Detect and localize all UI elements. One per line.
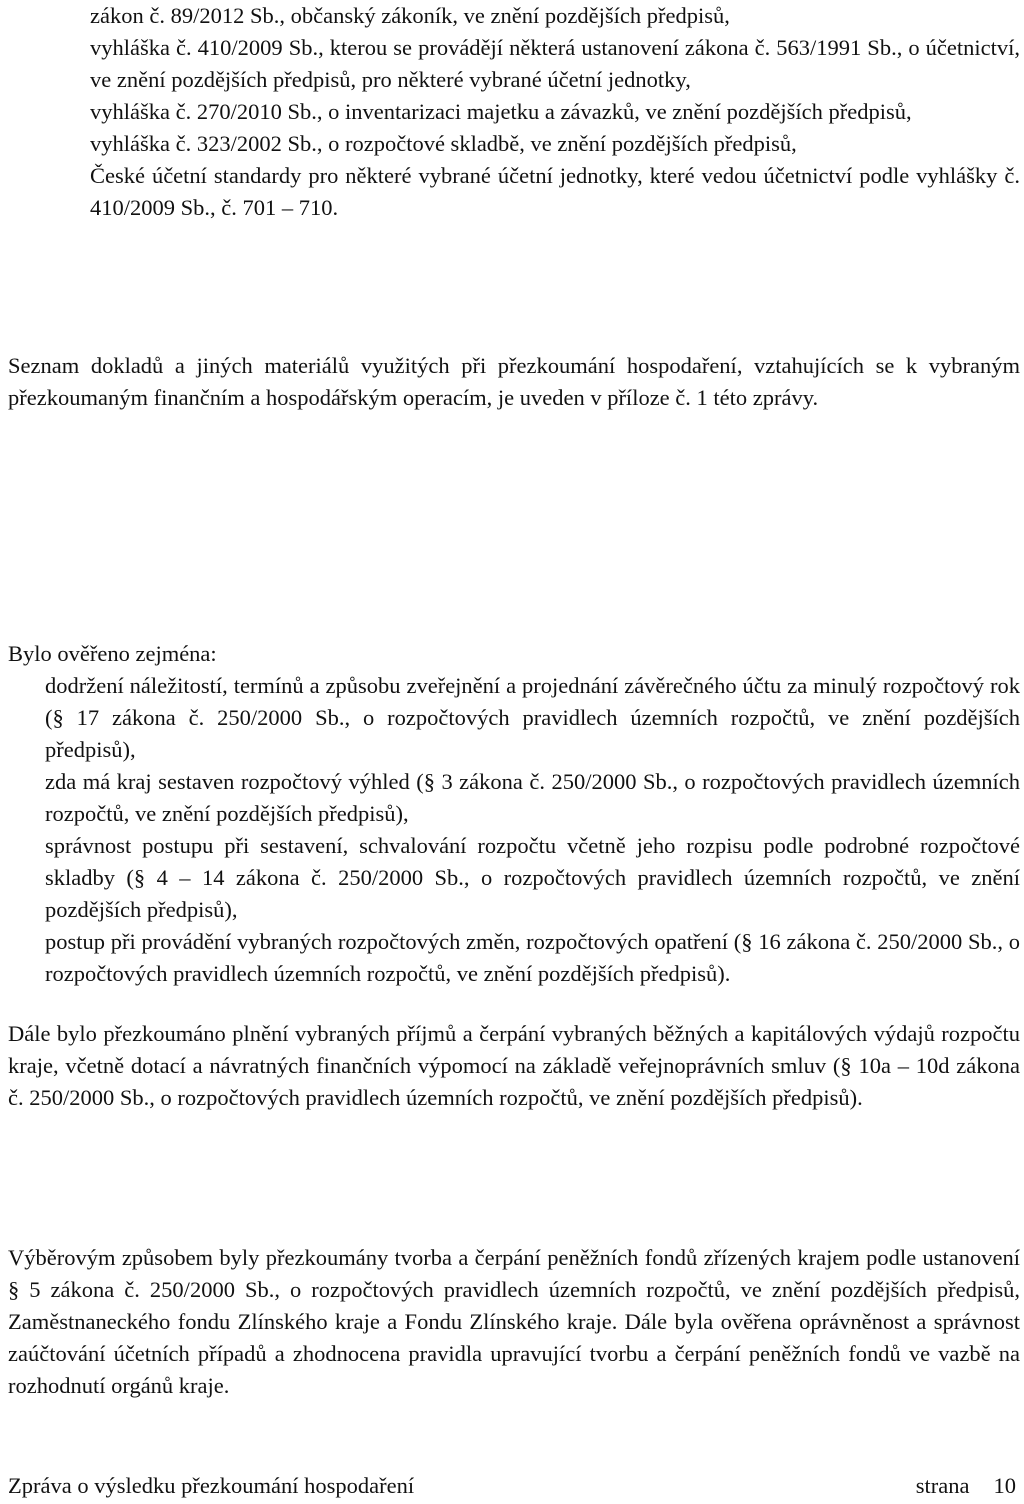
legislation-list	[90, 0, 1020, 224]
page-footer	[8, 1470, 1016, 1502]
page-number: 10	[993, 1473, 1016, 1498]
revenue-paragraph: Dále bylo přezkoumáno plnění vybraných příjmů a čerpání vybraných běžných a kapitálových výdajů rozpočtu kraje, včetně dotací a návratných finančních výpomocí na základě veřejnoprávních smluv (§ 10a – 10d zákona č. 250/2000 Sb., o rozpočtových pravidlech územních rozpočtů, ve znění pozdějších předpisů).	[8, 1021, 1020, 1110]
footer-title: Zpráva o výsledku přezkoumání hospodaření	[8, 1473, 415, 1498]
documents-section	[8, 350, 1020, 414]
funds-section	[8, 1242, 1020, 1402]
legislation-item: vyhláška č. 323/2002 Sb., o rozpočtové skladbě, ve znění pozdějších předpisů,	[90, 131, 797, 156]
legislation-item: České účetní standardy pro některé vybrané účetní jednotky, které vedou účetnictví podle vyhlášky č. 410/2009 Sb., č. 701 – 710.	[90, 163, 1020, 220]
verified-item: dodržení náležitostí, termínů a způsobu zveřejnění a projednání závěrečného účtu za minulý rozpočtový rok (§ 17 zákona č. 250/2000 Sb., o rozpočtových pravidlech územních rozpočtů, ve znění pozdějších předpisů),	[45, 673, 1020, 762]
legislation-item: vyhláška č. 410/2009 Sb., kterou se provádějí některá ustanovení zákona č. 563/1991 Sb., o účetnictví, ve znění pozdějších předpisů, pro některé vybrané účetní jednotky,	[90, 35, 1020, 92]
verified-section	[8, 638, 1020, 670]
verified-item: zda má kraj sestaven rozpočtový výhled (§ 3 zákona č. 250/2000 Sb., o rozpočtových pravidlech územních rozpočtů, ve znění pozdějších předpisů),	[45, 769, 1020, 826]
legislation-item: vyhláška č. 270/2010 Sb., o inventarizaci majetku a závazků, ve znění pozdějších předpisů,	[90, 99, 912, 124]
verified-list	[45, 670, 1020, 990]
verified-heading: Bylo ověřeno zejména:	[8, 641, 217, 666]
page-indicator	[916, 1470, 1016, 1502]
documents-paragraph: Seznam dokladů a jiných materiálů využitých při přezkoumání hospodaření, vztahujících se k vybraným přezkoumaným finančním a hospodářským operacím, je uveden v příloze č. 1 této zprávy.	[8, 353, 1020, 410]
page-label: strana	[915, 1473, 970, 1498]
legislation-item: zákon č. 89/2012 Sb., občanský zákoník, ve znění pozdějších předpisů,	[90, 3, 730, 28]
funds-paragraph: Výběrovým způsobem byly přezkoumány tvorba a čerpání peněžních fondů zřízených krajem podle ustanovení § 5 zákona č. 250/2000 Sb., o rozpočtových pravidlech územních rozpočtů, ve znění pozdějších předpisů, Zaměstnaneckého fondu Zlínského kraje a Fondu Zlínského kraje. Dále byla ověřena oprávněnost a správnost zaúčtování účetních případů a zhodnocena pravidla upravující tvorbu a čerpání peněžních fondů ve vazbě na rozhodnutí orgánů kraje.	[8, 1245, 1020, 1398]
verified-item: postup při provádění vybraných rozpočtových změn, rozpočtových opatření (§ 16 zákona č. 250/2000 Sb., o rozpočtových pravidlech územních rozpočtů, ve znění pozdějších předpisů).	[45, 929, 1020, 986]
verified-item: správnost postupu při sestavení, schvalování rozpočtu včetně jeho rozpisu podle podrobné rozpočtové skladby (§ 4 – 14 zákona č. 250/2000 Sb., o rozpočtových pravidlech územních rozpočtů, ve znění pozdějších předpisů),	[45, 833, 1020, 922]
revenue-section	[8, 1018, 1020, 1114]
